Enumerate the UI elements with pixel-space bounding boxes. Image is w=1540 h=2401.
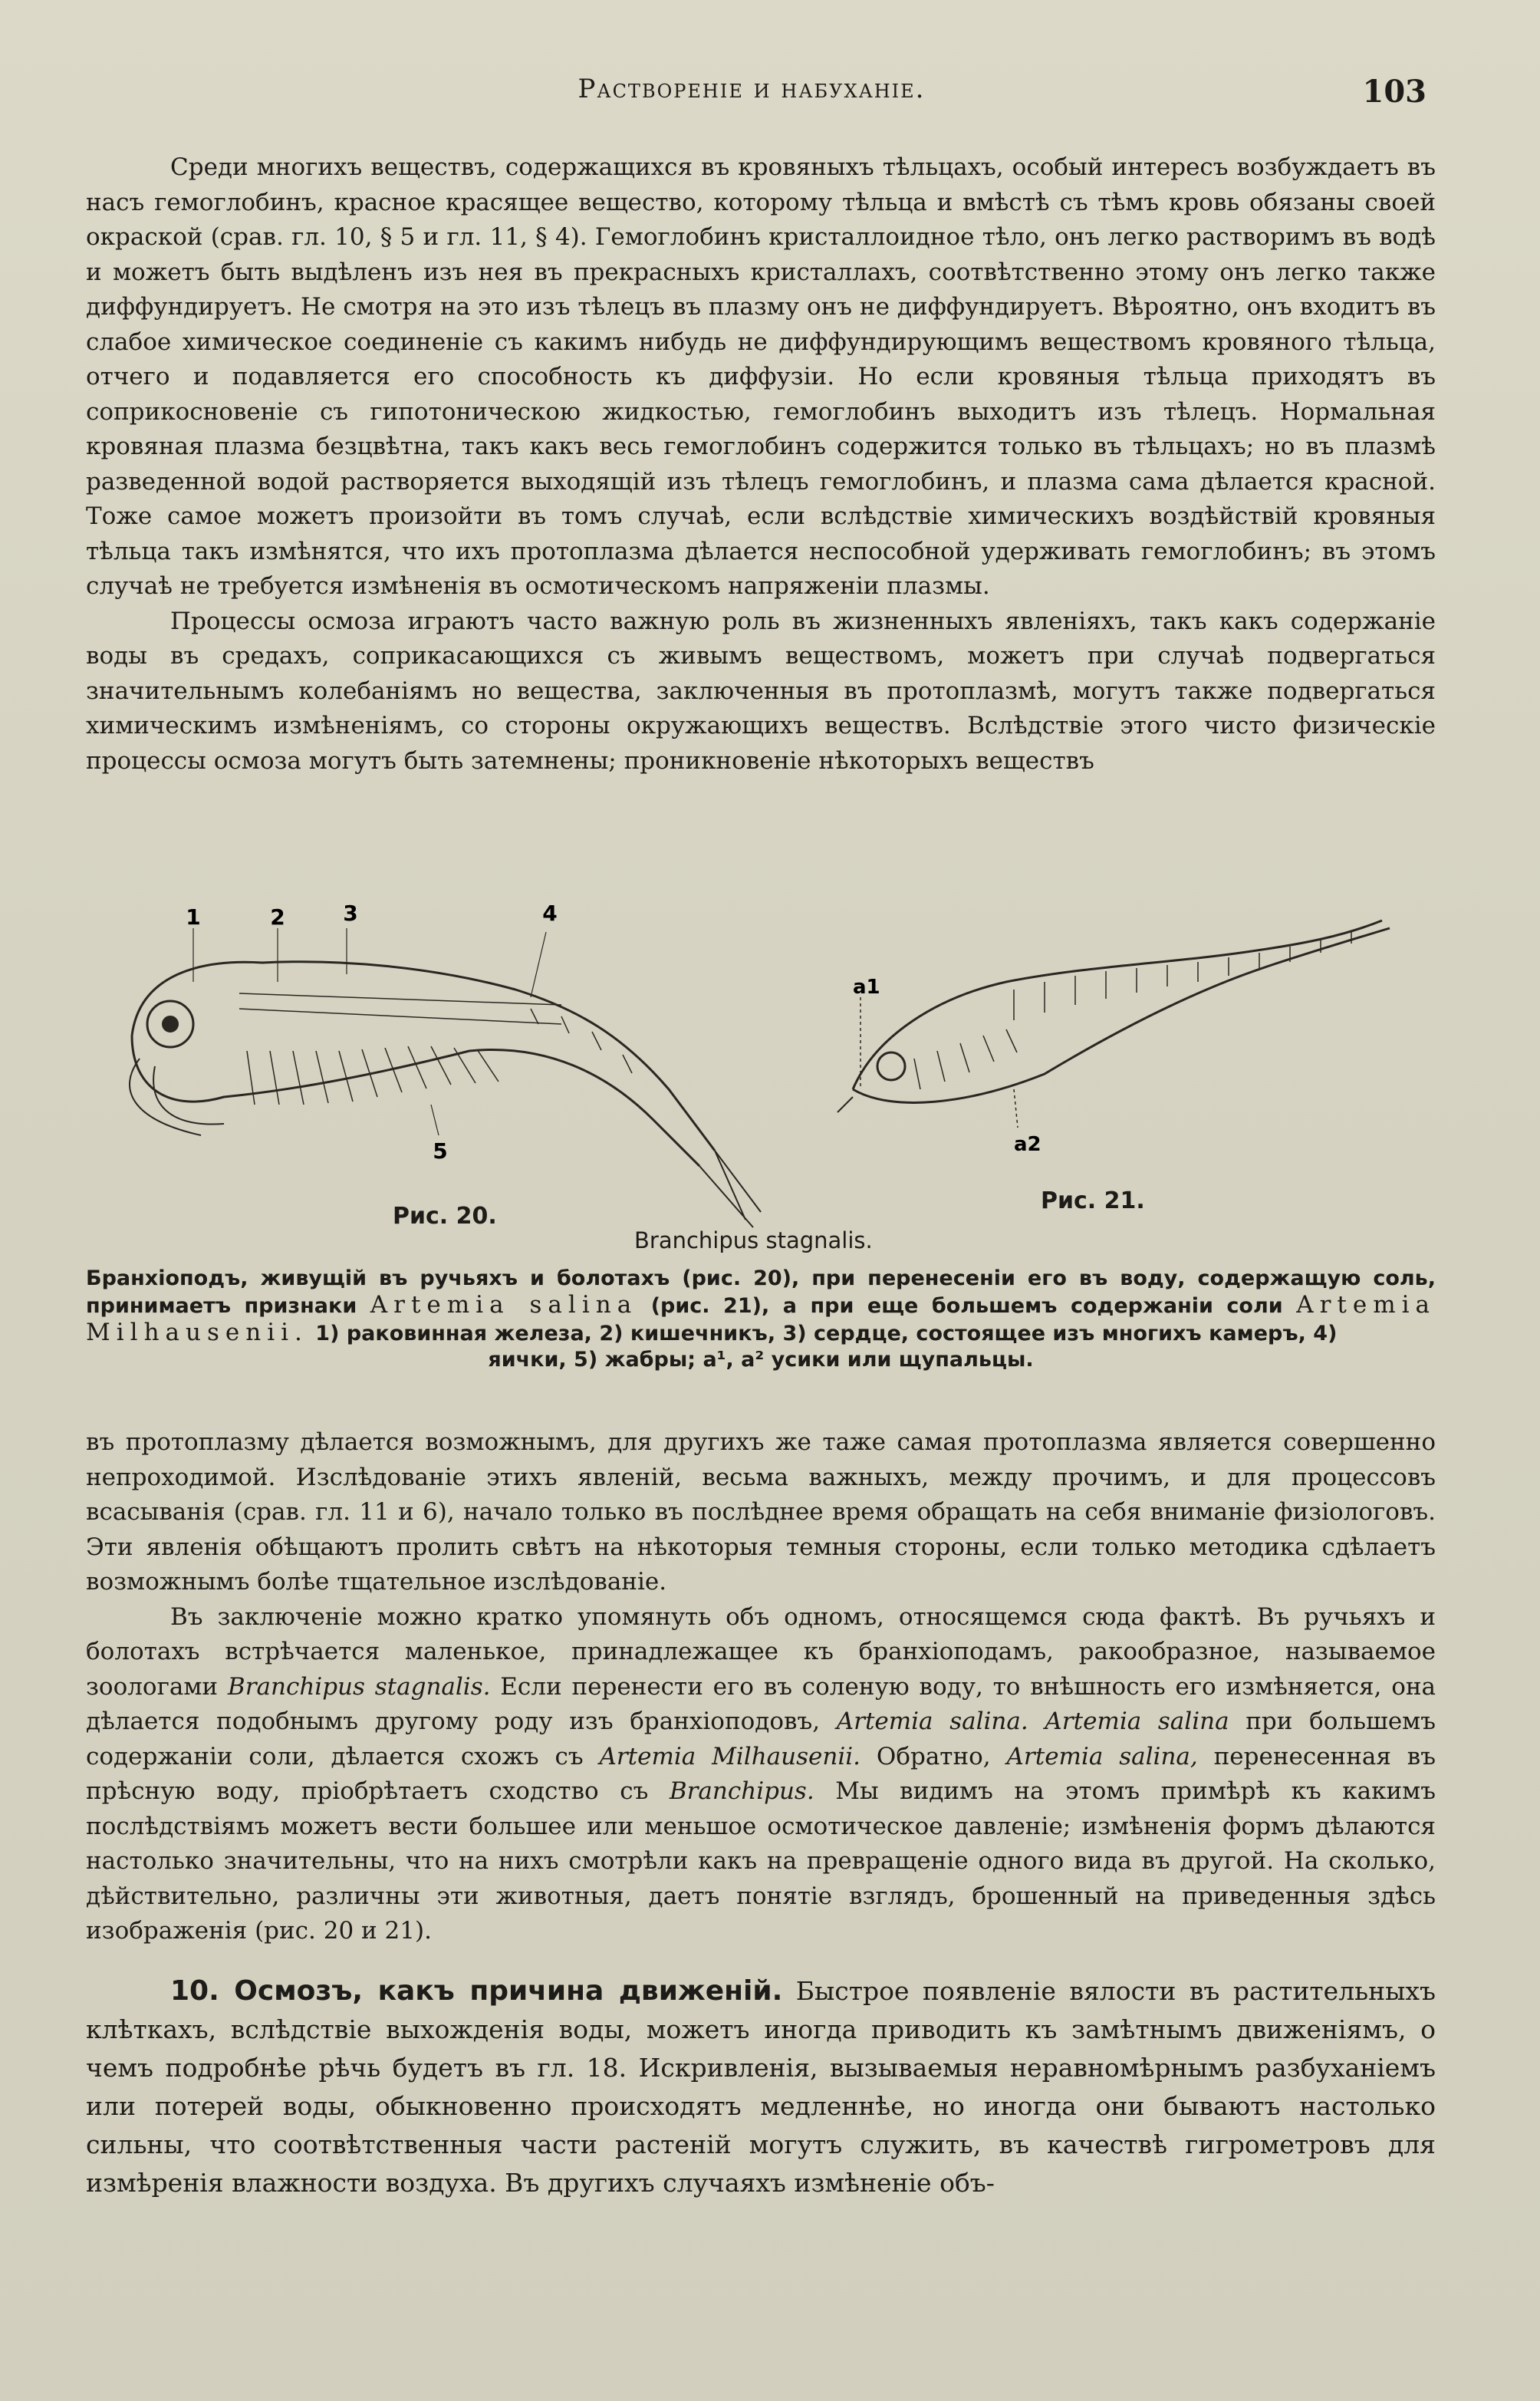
running-title: Растворенiе и набуханiе. (578, 74, 926, 104)
caption-text-2: (рис. 21), а при еще большемъ содержанiи соли (637, 1294, 1297, 1318)
marker-1: 1 (186, 904, 201, 930)
marker-a2: a2 (1014, 1133, 1041, 1156)
caption-last-line: яички, 5) жабры; a¹, a² усики или щупальцы. (488, 1348, 1034, 1372)
artemia-figure (837, 921, 1390, 1128)
caption-text-1: Бранхiоподъ, живущiй въ ручьяхъ и болотахъ (рис. 20), при перенесенiи его въ воду, содержащую соль, принимаетъ признаки (86, 1266, 1436, 1318)
paragraph-branchipus (86, 1600, 1436, 1949)
caption-artemia-salina: Artemia salina (370, 1291, 638, 1319)
latin-name: Artemia Milhausenii. (599, 1742, 861, 1770)
species-name: Branchipus stagnalis. (634, 1227, 873, 1253)
text-block-top (86, 150, 1436, 779)
paragraph-osmosis-processes: Процессы осмоза играютъ часто важную роль въ жизненныхъ явленiяхъ, такъ какъ содержанiе воды въ средахъ, соприкасающихся съ живымъ веществомъ, можетъ при случаѣ подвергаться значительнымъ колебанiямъ но вещества, заключенныя въ протоплазмѣ, могутъ также подвергаться химическимъ измѣненiямъ, со стороны окружающихъ веществъ. Вслѣдствiе этого чисто физическiе процессы осмоза могутъ быть затемнены; проникновенiе нѣкоторыхъ веществъ (86, 607, 1436, 775)
paragraph-hemoglobin: Среди многихъ веществъ, содержащихся въ кровяныхъ тѣльцахъ, особый интересъ возбуждаетъ въ насъ гемоглобинъ, красное красящее вещество, которому тѣльца и вмѣстѣ съ тѣмъ кровь обязаны своей окраской (срав. гл. 10, § 5 и гл. 11, § 4). Гемоглобинъ кристаллоидное тѣло, онъ легко растворимъ въ водѣ и можетъ быть выдѣленъ изъ нея въ прекрасныхъ кристаллахъ, соотвѣтственно этому онъ легко также диффундируетъ. Не смотря на это изъ тѣлецъ въ плазму онъ не диффундируетъ. Вѣроятно, онъ входитъ въ слабое химическое соединенiе съ какимъ нибудь не диффундирующимъ веществомъ кровяного тѣльца, отчего и подавляется его способность къ диффузiи. Но если кровяныя тѣльца приходятъ въ соприкосновенiе съ гипотоническою жидкостью, гемоглобинъ выходитъ изъ тѣлецъ. Нормальная кровяная плазма безцвѣтна, такъ какъ весь гемоглобинъ содержится только въ тѣльцахъ; но въ плазмѣ разведенной водой растворяется выходящiй изъ тѣлецъ гемоглобинъ, и плазма сама дѣлается красной. Тоже самое можетъ произойти въ томъ случаѣ, если вслѣдствiе химическихъ воздѣйствiй кровяныя тѣльца такъ измѣнятся, что ихъ протоплазма дѣлается неспособной удерживать гемоглобинъ; въ этомъ случаѣ не требуется измѣненiя въ осмотическомъ напряженiи плазмы. (86, 153, 1436, 600)
figure-20-label: Рис. 20. (393, 1203, 497, 1230)
text-run: при большемъ содержанiи соли, дѣлается схожъ съ (86, 1708, 1436, 1770)
caption-text-3: 1) раковинная железа, 2) кишечникъ, 3) сердце, состоящее изъ многихъ камеръ, 4) (308, 1322, 1338, 1345)
text-block-bottom (86, 1425, 1436, 2202)
section-10-title: 10. Осмозъ, какъ причина движенiй. (170, 1974, 783, 2007)
latin-name: Artemia salina, (1006, 1742, 1198, 1770)
latin-name: Branchipus stagnalis. (227, 1672, 491, 1701)
section-10 (86, 1972, 1436, 2202)
marker-4: 4 (542, 901, 558, 926)
marker-a1: a1 (853, 976, 880, 999)
latin-name: Branchipus. (669, 1777, 814, 1805)
figure-caption (86, 1266, 1436, 1373)
page-number: 103 (1362, 74, 1426, 110)
branchipus-figure (130, 928, 761, 1227)
figures-branchipus (86, 859, 1436, 1258)
caption-artemia-milhausenii: Artemia Milhausenii. (86, 1291, 1436, 1346)
text-run: Въ заключенiе можно кратко упомянуть объ одномъ, относящемся сюда фактѣ. Въ ручьяхъ и болотахъ встрѣчается маленькое, принадлежащее къ бранхiоподамъ, ракообразное, называемое зоологами (86, 1602, 1436, 1701)
figure-illustrations (86, 859, 1436, 1258)
section-10-text: Быстрое появленiе вялости въ растительныхъ клѣткахъ, вслѣдствiе выхожденiя воды, можетъ иногда приводить къ замѣтнымъ движенiямъ, о чемъ подробнѣе рѣчь будетъ въ гл. 18. Искривленiя, вызываемыя неравномѣрнымъ разбуханiемъ или потерей воды, обыкновенно происходятъ медленнѣе, но иногда они бываютъ настолько сильны, что соотвѣтственныя части растенiй могутъ служить, въ качествѣ гигрометровъ для измѣренiя влажности воздуха. Въ другихъ случаяхъ измѣненiе объ- (86, 1975, 1436, 2198)
paragraph-continuation: въ протоплазму дѣлается возможнымъ, для другихъ же таже самая протоплазма является совершенно непроходимой. Изслѣдованiе этихъ явленiй, весьма важныхъ, между прочимъ, и для процессовъ всасыванiя (срав. гл. 11 и 6), начало только въ послѣднее время обращать на себя вниманiе физiологовъ. Эти явленiя обѣщаютъ пролить свѣтъ на нѣкоторыя темныя стороны, если только методика сдѣлаетъ возможнымъ болѣе тщательное изслѣдованiе. (86, 1428, 1436, 1596)
marker-2: 2 (270, 904, 285, 930)
page-header (77, 74, 1426, 120)
marker-5: 5 (433, 1138, 448, 1164)
text-run: Мы видимъ на этомъ примѣрѣ къ какимъ послѣдствiямъ можетъ вести большее или меньшое осмотическое давленiе; измѣненiя формъ дѣлаются настолько значительны, что на нихъ смотрѣли какъ на превращенiе одного вида въ другой. На сколько, дѣйствительно, различны эти животныя, даетъ понятiе взглядъ, брошенный на приведенныя здѣсь изображенiя (рис. 20 и 21). (86, 1777, 1436, 1945)
figure-21-label: Рис. 21. (1041, 1187, 1145, 1214)
marker-3: 3 (343, 901, 358, 926)
text-run: перенесенная въ прѣсную воду, прiобрѣтаетъ сходство съ (86, 1742, 1436, 1805)
text-run: Обратно, (860, 1742, 1007, 1770)
latin-name: Artemia salina. Artemia salina (836, 1708, 1229, 1735)
text-run: Если перенести его въ соленую воду, то внѣшность его измѣняется, она дѣлается подобнымъ другому роду изъ бранхiоподовъ, (86, 1672, 1436, 1735)
